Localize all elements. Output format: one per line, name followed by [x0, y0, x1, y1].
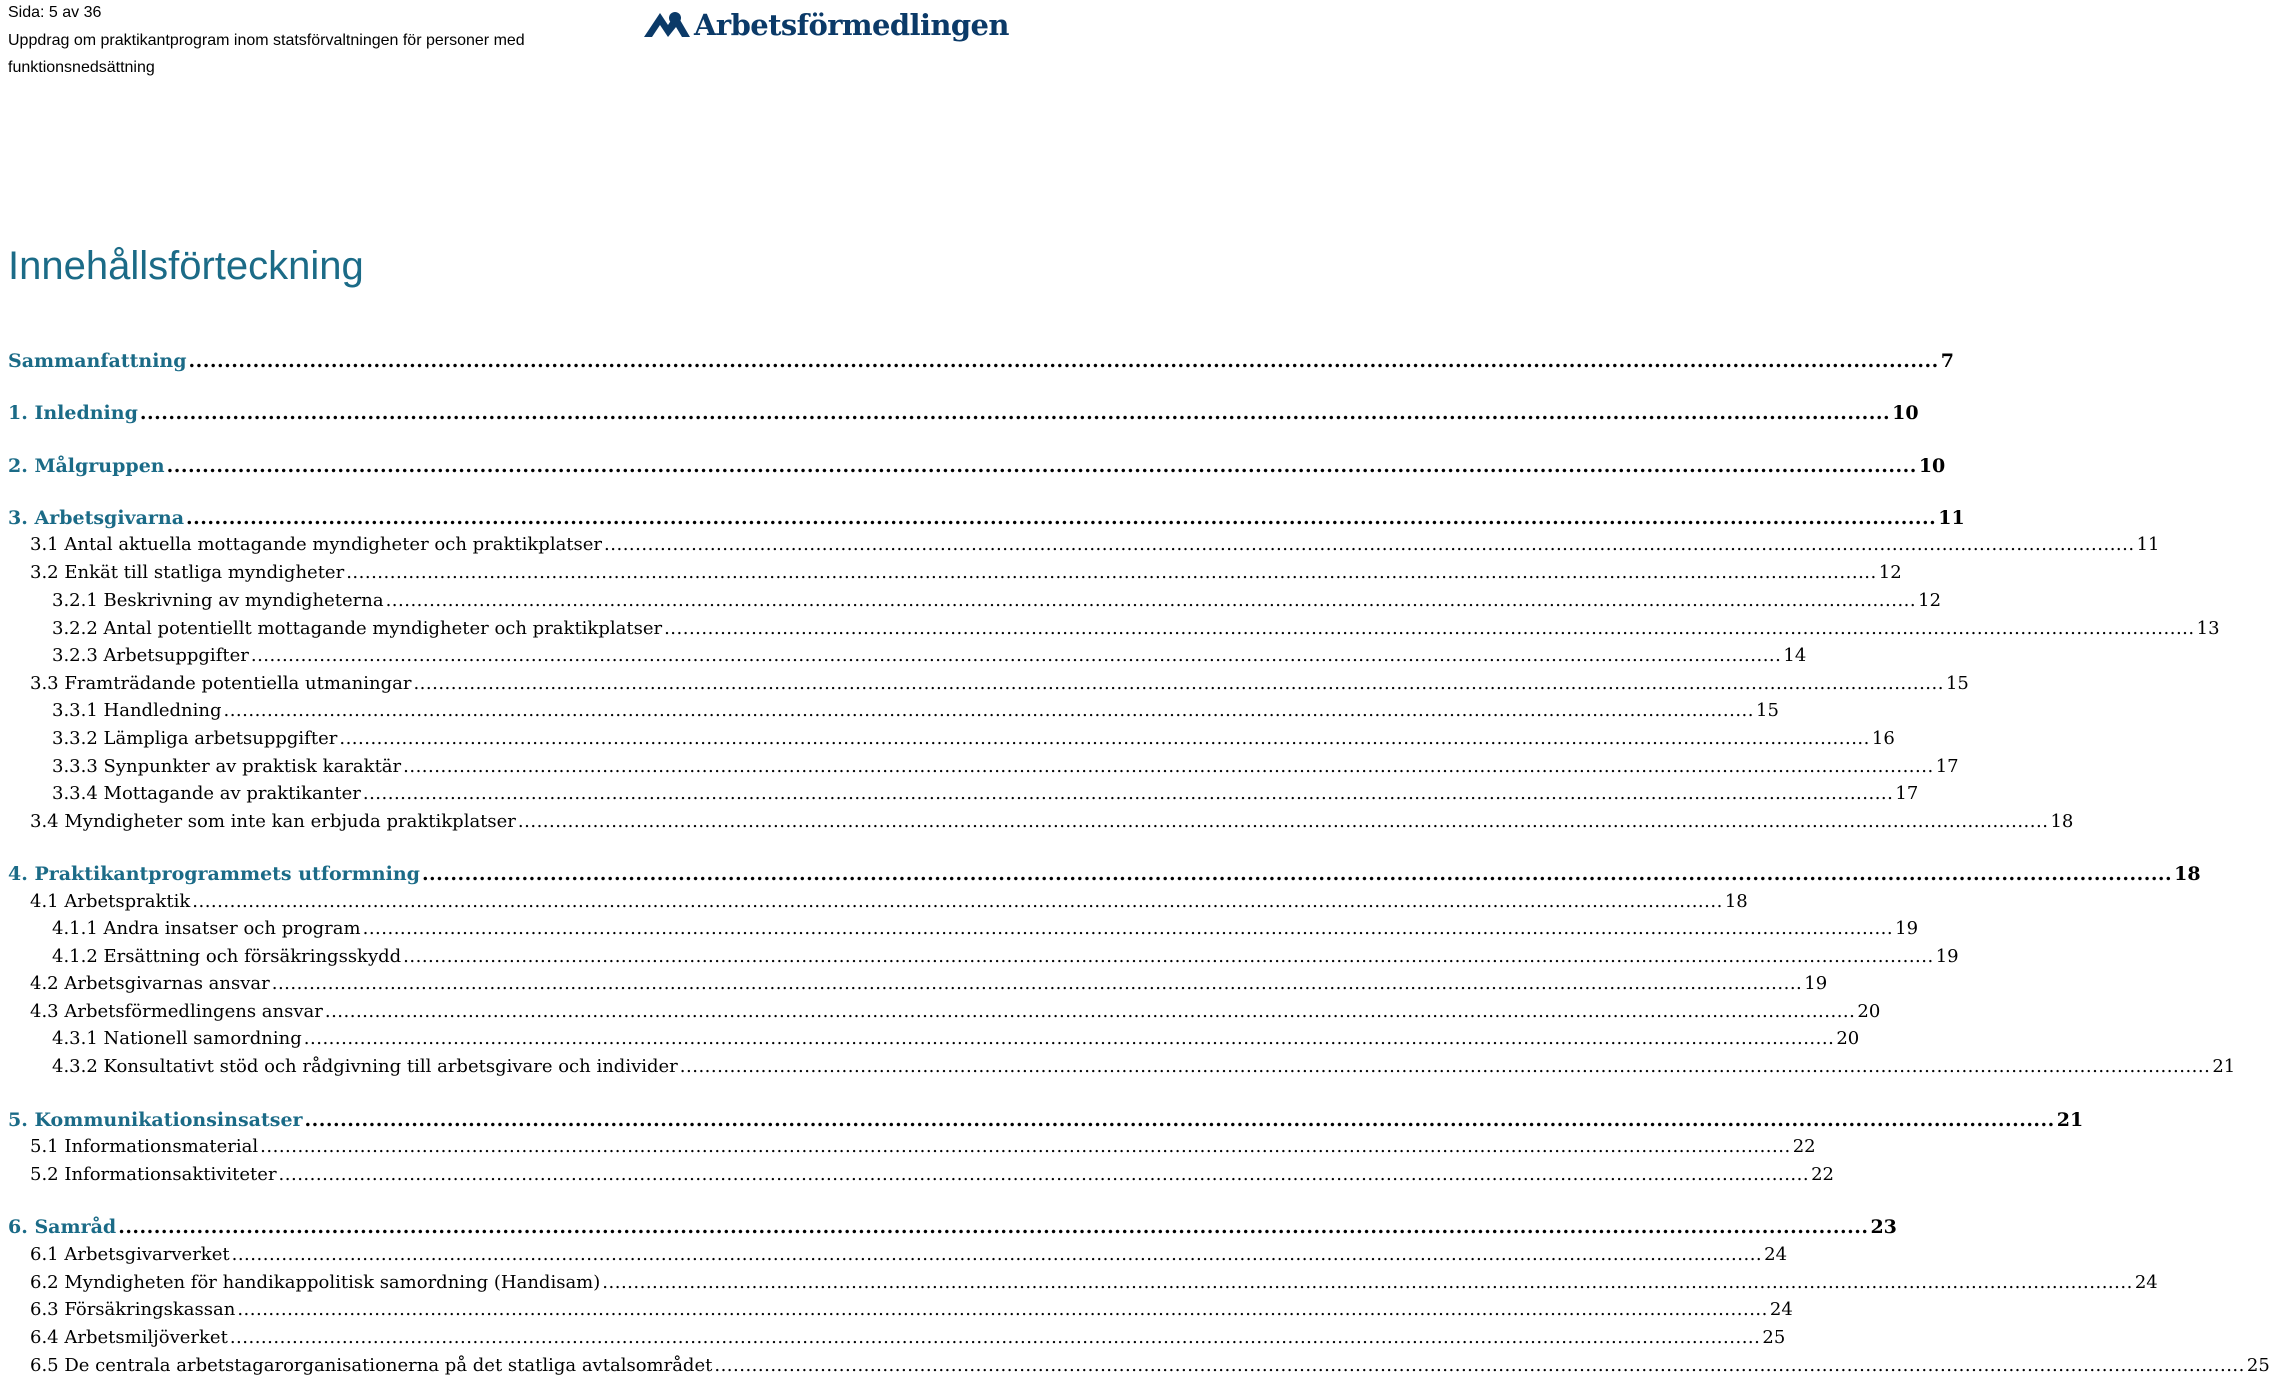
toc-entry-label: 6.3 Försäkringskassan: [30, 1299, 236, 1320]
toc-leader-dots: [118, 1214, 1868, 1240]
toc-leader-dots: [346, 560, 1877, 586]
toc-entry[interactable]: [30, 1325, 1786, 1351]
toc-entry-page-number: 11: [1938, 507, 1965, 529]
toc-entry-page-number: 7: [1940, 350, 1955, 372]
toc-entry-label: 3.1 Antal aktuella mottagande myndigheter och praktikplatser: [30, 534, 603, 555]
toc-entry-label: 3.2 Enkät till statliga myndigheter: [30, 562, 345, 583]
toc-entry-page-number: 22: [1811, 1164, 1834, 1185]
toc-entry[interactable]: [30, 560, 1902, 586]
document-title-line-1: Uppdrag om praktikantprogram inom statsförvaltningen för personer med: [8, 32, 525, 49]
toc-entry[interactable]: [52, 916, 1919, 942]
toc-entry-label: 3.3.1 Handledning: [52, 700, 222, 721]
toc-entry[interactable]: [8, 861, 2201, 887]
toc-leader-dots: [680, 1054, 2211, 1080]
toc-entry-label: 3. Arbetsgivarna: [8, 507, 185, 529]
toc-leader-dots: [260, 1134, 1791, 1160]
toc-entry-label: 3.2.2 Antal potentiellt mottagande myndigheter och praktikplatser: [52, 618, 663, 639]
toc-entry[interactable]: [52, 588, 1942, 614]
toc-entry-label: 4. Praktikantprogrammets utformning: [8, 863, 420, 885]
toc-entry-label: 1. Inledning: [8, 402, 138, 424]
toc-entry-label: Sammanfattning: [8, 350, 187, 372]
toc-entry-label: 3.3.2 Lämpliga arbetsuppgifter: [52, 728, 338, 749]
toc-entry[interactable]: [52, 643, 1807, 669]
toc-entry-label: 3.3 Framträdande potentiella utmaningar: [30, 673, 412, 694]
toc-leader-dots: [363, 781, 1894, 807]
toc-leader-dots: [413, 671, 1944, 697]
toc-leader-dots: [192, 889, 1723, 915]
toc-entry[interactable]: [52, 781, 1919, 807]
toc-entry-page-number: 21: [2212, 1056, 2236, 1077]
toc-leader-dots: [189, 348, 1939, 374]
toc-entry-page-number: 21: [2056, 1109, 2084, 1131]
toc-entry-label: 4.1.2 Ersättning och försäkringsskydd: [52, 946, 402, 967]
toc-entry[interactable]: [8, 348, 1955, 374]
toc-entry-page-number: 25: [1762, 1327, 1786, 1348]
toc-entry[interactable]: [8, 1107, 2084, 1133]
toc-entry-page-number: 20: [1857, 1001, 1881, 1022]
toc-entry[interactable]: [8, 453, 1946, 479]
toc-entry-page-number: 16: [1871, 728, 1895, 749]
toc-entry-page-number: 13: [2196, 618, 2220, 639]
toc-leader-dots: [386, 588, 1917, 614]
toc-entry-page-number: 19: [1935, 946, 1959, 967]
page-info: Sida: 5 av 36: [8, 4, 102, 21]
toc-entry-page-number: 14: [1783, 645, 1807, 666]
toc-leader-dots: [664, 616, 2195, 642]
toc-entry[interactable]: [8, 1214, 1897, 1240]
toc-entry[interactable]: [30, 1134, 1816, 1160]
toc-entry[interactable]: [52, 1054, 2236, 1080]
toc-entry-label: 3.2.1 Beskrivning av myndigheterna: [52, 590, 384, 611]
toc-entry[interactable]: [30, 999, 1881, 1025]
toc-entry-page-number: 24: [1764, 1244, 1788, 1265]
toc-entry[interactable]: [52, 944, 1959, 970]
toc-entry[interactable]: [30, 532, 2160, 558]
toc-entry[interactable]: [30, 809, 2074, 835]
toc-entry-page-number: 15: [1756, 700, 1779, 721]
toc-leader-dots: [604, 532, 2135, 558]
toc-entry-label: 5.1 Informationsmaterial: [30, 1136, 259, 1157]
toc-entry-label: 4.3 Arbetsförmedlingens ansvar: [30, 1001, 323, 1022]
toc-leader-dots: [422, 861, 2172, 887]
toc-leader-dots: [363, 916, 1894, 942]
toc-leader-dots: [223, 698, 1754, 724]
toc-entry-label: 6.5 De centrala arbetstagarorganisationerna på det statliga avtalsområdet: [30, 1355, 713, 1376]
toc-entry-label: 4.3.1 Nationell samordning: [52, 1028, 302, 1049]
toc-entry-label: 3.4 Myndigheter som inte kan erbjuda praktikplatser: [30, 811, 516, 832]
toc-entry-label: 6. Samråd: [8, 1216, 117, 1238]
toc-leader-dots: [230, 1325, 1761, 1351]
toc-leader-dots: [305, 1107, 2055, 1133]
toc-leader-dots: [272, 971, 1803, 997]
toc-entry-page-number: 17: [1895, 783, 1919, 804]
toc-leader-dots: [403, 944, 1934, 970]
toc-entry-label: 4.3.2 Konsultativt stöd och rådgivning till arbetsgivare och individer: [52, 1056, 678, 1077]
toc-entry-page-number: 12: [1918, 590, 1942, 611]
toc-entry-page-number: 18: [2050, 811, 2074, 832]
toc-entry[interactable]: [30, 971, 1828, 997]
toc-entry-label: 3.3.4 Mottagande av praktikanter: [52, 783, 361, 804]
toc-entry[interactable]: [30, 889, 1748, 915]
toc-entry-page-number: 17: [1935, 756, 1959, 777]
toc-entry[interactable]: [30, 671, 1969, 697]
toc-entry[interactable]: [52, 616, 2220, 642]
toc-entry-page-number: 23: [1870, 1216, 1897, 1238]
toc-leader-dots: [714, 1353, 2245, 1379]
toc-entry[interactable]: [30, 1242, 1788, 1268]
toc-leader-dots: [518, 809, 2049, 835]
toc-entry-page-number: 24: [1769, 1299, 1793, 1320]
toc-entry-page-number: 19: [1895, 918, 1919, 939]
logo-wordmark: Arbetsförmedlingen: [694, 8, 1009, 42]
toc-entry-label: 4.2 Arbetsgivarnas ansvar: [30, 973, 270, 994]
document-title-line-2: funktionsnedsättning: [8, 59, 155, 76]
toc-leader-dots: [304, 1026, 1835, 1052]
toc-entry-page-number: 24: [2134, 1272, 2158, 1293]
toc-entry-page-number: 19: [1804, 973, 1828, 994]
toc-leader-dots: [251, 643, 1782, 669]
toc-entry-page-number: 15: [1945, 673, 1969, 694]
toc-leader-dots: [140, 400, 1890, 426]
toc-entry[interactable]: [30, 1297, 1793, 1323]
toc-entry-page-number: 22: [1792, 1136, 1816, 1157]
toc-entry-label: 3.2.3 Arbetsuppgifter: [52, 645, 249, 666]
toc-leader-dots: [232, 1242, 1763, 1268]
toc-leader-dots: [237, 1297, 1768, 1323]
toc-entry[interactable]: [30, 1353, 2270, 1379]
toc-leader-dots: [403, 754, 1934, 780]
toc-entry[interactable]: [52, 726, 1895, 752]
toc-entry-label: 3.3.3 Synpunkter av praktisk karaktär: [52, 756, 402, 777]
toc-entry-page-number: 20: [1836, 1028, 1860, 1049]
toc-leader-dots: [186, 505, 1936, 531]
toc-entry-page-number: 18: [2174, 863, 2201, 885]
toc-entry[interactable]: [52, 1026, 1860, 1052]
toc-leader-dots: [339, 726, 1870, 752]
page-title: Innehållsförteckning: [8, 244, 364, 288]
toc-entry-label: 6.1 Arbetsgivarverket: [30, 1244, 230, 1265]
toc-entry-label: 2. Målgruppen: [8, 455, 165, 477]
toc-leader-dots: [167, 453, 1917, 479]
toc-entry[interactable]: [52, 754, 1959, 780]
toc-entry-label: 4.1.1 Andra insatser och program: [52, 918, 361, 939]
toc-entry[interactable]: [8, 400, 1919, 426]
toc-entry[interactable]: [30, 1162, 1834, 1188]
toc-entry-label: 6.2 Myndigheten för handikappolitisk samordning (Handisam): [30, 1272, 601, 1293]
toc-entry-page-number: 12: [1878, 562, 1902, 583]
toc-leader-dots: [325, 999, 1856, 1025]
toc-entry[interactable]: [8, 505, 1965, 531]
toc-entry-page-number: 25: [2246, 1355, 2270, 1376]
toc-leader-dots: [602, 1270, 2133, 1296]
toc-entry-page-number: 10: [1918, 455, 1946, 477]
toc-entry-page-number: 10: [1892, 402, 1919, 424]
toc-entry-page-number: 18: [1724, 891, 1748, 912]
toc-leader-dots: [279, 1162, 1810, 1188]
toc-entry-label: 5.2 Informationsaktiviteter: [30, 1164, 277, 1185]
toc-entry-page-number: 11: [2136, 534, 2160, 555]
toc-entry[interactable]: [52, 698, 1779, 724]
toc-entry[interactable]: [30, 1270, 2158, 1296]
toc-entry-label: 5. Kommunikationsinsatser: [8, 1109, 303, 1131]
toc-entry-label: 6.4 Arbetsmiljöverket: [30, 1327, 228, 1348]
toc-entry-label: 4.1 Arbetspraktik: [30, 891, 191, 912]
